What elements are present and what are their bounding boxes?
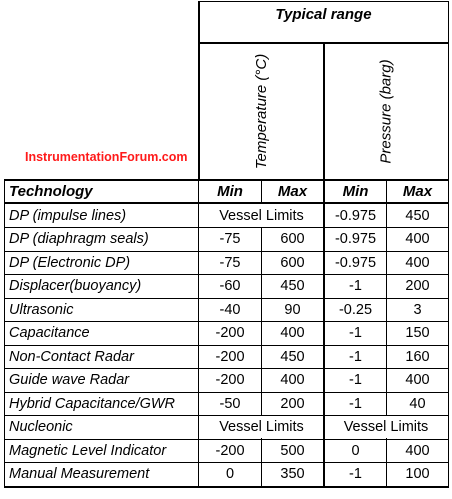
technology-cell: Hybrid Capacitance/GWR: [9, 395, 175, 412]
press-min-cell: 0: [351, 442, 360, 459]
temp-max-cell: 600: [280, 231, 305, 248]
column-header-top-line: [4, 179, 449, 181]
press-min-max-divider: [386, 250, 387, 275]
press-min-max-divider: [386, 438, 387, 463]
press-max-cell: 150: [405, 325, 430, 342]
press-min-cell: -1: [349, 372, 362, 389]
row-divider: [4, 321, 449, 322]
temp-min-column-header: Min: [217, 182, 243, 200]
column-header-bottom-line: [4, 202, 449, 204]
press-max-cell: 400: [405, 372, 430, 389]
press-min-max-divider: [386, 297, 387, 322]
press-min-max-divider: [386, 462, 387, 487]
temp-max-cell: 90: [284, 301, 301, 318]
press-min-cell: -1: [349, 395, 362, 412]
press-min-column-header: Min: [342, 182, 369, 200]
temperature-merged-cell: Vessel Limits: [219, 419, 304, 436]
pressure-merged-cell: Vessel Limits: [343, 419, 429, 436]
watermark-text: InstrumentationForum.com: [25, 150, 188, 164]
press-min-max-divider: [386, 344, 387, 369]
press-max-cell: 40: [409, 395, 426, 412]
technology-cell: Ultrasonic: [9, 301, 74, 318]
row-divider: [4, 439, 449, 440]
temperature-merged-cell: Vessel Limits: [219, 207, 304, 224]
press-max-cell: 200: [405, 278, 430, 295]
row-divider: [4, 345, 449, 346]
technology-column-header: Technology: [9, 182, 93, 200]
press-min-cell: -1: [349, 325, 362, 342]
press-min-cell: -1: [349, 278, 362, 295]
temp-header-divider: [261, 180, 262, 204]
temp-min-cell: -200: [215, 325, 245, 342]
press-min-cell: -1: [349, 466, 362, 483]
temp-min-cell: -75: [219, 231, 241, 248]
temp-min-cell: -200: [215, 348, 245, 365]
row-divider: [4, 251, 449, 252]
pressure-label: Pressure (barg): [377, 58, 395, 164]
temp-max-cell: 350: [280, 466, 305, 483]
press-max-column-header: Max: [402, 182, 433, 200]
temp-min-max-divider: [261, 462, 262, 487]
press-min-cell: -1: [349, 348, 362, 365]
temp-min-cell: -60: [219, 278, 241, 295]
press-max-cell: 400: [405, 254, 430, 271]
technology-cell: Displacer(buoyancy): [9, 278, 142, 295]
temp-min-cell: -200: [215, 372, 245, 389]
temp-max-cell: 200: [280, 395, 305, 412]
temp-min-cell: -75: [219, 254, 241, 271]
press-max-cell: 400: [405, 231, 430, 248]
press-min-max-divider: [386, 203, 387, 228]
technology-cell: DP (diaphragm seals): [9, 231, 149, 248]
temp-min-max-divider: [261, 391, 262, 416]
temp-min-max-divider: [261, 368, 262, 393]
press-min-cell: -0.975: [334, 254, 377, 271]
table-bottom-line: [4, 486, 449, 488]
press-min-max-divider: [386, 227, 387, 252]
press-min-cell: -0.975: [334, 207, 377, 224]
temp-min-max-divider: [261, 227, 262, 252]
press-min-max-divider: [386, 391, 387, 416]
temp-min-max-divider: [261, 321, 262, 346]
technology-cell: Manual Measurement: [9, 466, 150, 483]
table-left-border: [4, 179, 5, 488]
technology-cell: Capacitance: [9, 325, 90, 342]
technology-cell: Guide wave Radar: [9, 372, 130, 389]
temp-min-cell: -50: [219, 395, 241, 412]
temp-min-cell: -40: [219, 301, 241, 318]
temp-max-cell: 450: [280, 348, 305, 365]
technology-cell: Non-Contact Radar: [9, 348, 134, 365]
header-left-border: [198, 1, 200, 180]
temp-max-cell: 500: [280, 442, 305, 459]
row-divider: [4, 415, 449, 416]
row-divider: [4, 227, 449, 228]
row-divider: [4, 392, 449, 393]
temperature-label: Temperature (°C): [252, 53, 270, 169]
temp-max-column-header: Max: [277, 182, 308, 200]
technology-cell: DP (impulse lines): [9, 207, 127, 224]
technology-cell: DP (Electronic DP): [9, 254, 131, 271]
temp-min-max-divider: [261, 438, 262, 463]
temp-max-cell: 400: [280, 325, 305, 342]
press-max-cell: 3: [413, 301, 422, 318]
press-max-cell: 100: [405, 466, 430, 483]
technology-cell: Nucleonic: [9, 419, 73, 436]
press-min-cell: -0.25: [338, 301, 373, 318]
row-divider: [4, 368, 449, 369]
temp-min-cell: -200: [215, 442, 245, 459]
temperature-header: [199, 43, 324, 179]
press-max-cell: 400: [405, 442, 430, 459]
temp-min-max-divider: [261, 344, 262, 369]
temp-group-divider: [323, 43, 325, 488]
row-divider: [4, 462, 449, 463]
press-min-max-divider: [386, 368, 387, 393]
temp-max-cell: 450: [280, 278, 305, 295]
technology-right-border: [198, 179, 199, 488]
technology-cell: Magnetic Level Indicator: [9, 442, 167, 459]
temp-min-max-divider: [261, 297, 262, 322]
press-min-max-divider: [386, 321, 387, 346]
temp-max-cell: 400: [280, 372, 305, 389]
row-divider: [4, 298, 449, 299]
press-max-cell: 160: [405, 348, 430, 365]
press-min-max-divider: [386, 274, 387, 299]
temp-min-max-divider: [261, 274, 262, 299]
temp-min-cell: 0: [225, 466, 235, 483]
header-top-line: [199, 1, 449, 2]
press-max-cell: 450: [405, 207, 430, 224]
temp-max-cell: 600: [280, 254, 305, 271]
row-divider: [4, 274, 449, 275]
press-min-cell: -0.975: [334, 231, 377, 248]
press-header-divider: [386, 180, 387, 204]
temp-min-max-divider: [261, 250, 262, 275]
typical-range-header: Typical range: [275, 5, 372, 23]
pressure-header: [324, 43, 448, 179]
